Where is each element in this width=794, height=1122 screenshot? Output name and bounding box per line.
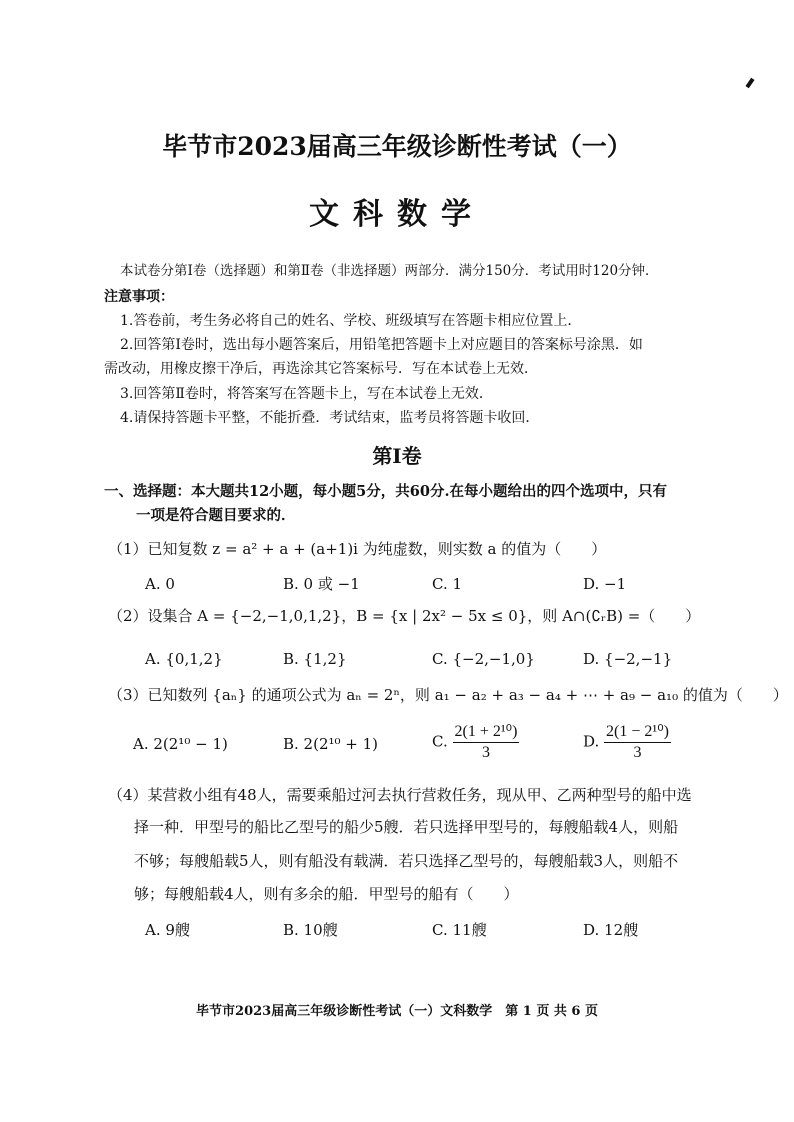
denominator: 3 bbox=[481, 744, 490, 761]
question-1-stem: （1）已知复数 z = a² + a + (a+1)i 为纯虚数，则实数 a 的值为（ ） bbox=[108, 540, 607, 558]
question-2-stem: （2）设集合 A = {−2,−1,0,1,2}，B = {x | 2x² − 5x ≤ 0}，则 A∩(∁ᵣB) =（ ） bbox=[108, 607, 701, 625]
notice-item: 4.请保持答题卡平整，不能折叠．考试结束，监考员将答题卡收回． bbox=[120, 410, 540, 426]
subject-title: 文科数学 bbox=[309, 197, 485, 232]
q1-option-d[interactable]: D. −1 bbox=[583, 575, 627, 593]
fraction bbox=[604, 722, 671, 763]
question-4-stem: （4）某营救小组有48人，需要乘船过河去执行营救任务，现从甲、乙两种型号的船中选 bbox=[108, 786, 692, 804]
section-heading-cont: 一项是符合题目要求的． bbox=[136, 507, 296, 524]
q4-option-a[interactable]: A. 9艘 bbox=[145, 921, 190, 939]
notice-heading: 注意事项： bbox=[104, 289, 174, 305]
page-footer: 毕节市2023届高三年级诊断性考试（一）文科数学 第 1 页 共 6 页 bbox=[196, 1004, 598, 1019]
intro-text: 本试卷分第Ⅰ卷（选择题）和第Ⅱ卷（非选择题）两部分．满分150分．考试用时120分钟． bbox=[120, 263, 659, 279]
volume-heading: 第Ⅰ卷 bbox=[372, 444, 422, 468]
option-label: D. bbox=[583, 732, 600, 751]
notice-item: 3.回答第Ⅱ卷时，将答案写在答题卡上，写在本试卷上无效． bbox=[120, 386, 493, 402]
question-4-stem-cont: 够；每艘船载4人，则有多余的船．甲型号的船有（ ） bbox=[134, 885, 519, 903]
q2-option-b[interactable]: B. {1,2} bbox=[283, 650, 347, 668]
q2-option-a[interactable]: A. {0,1,2} bbox=[145, 650, 223, 668]
q3-option-b[interactable]: B. 2(2¹⁰ + 1) bbox=[283, 735, 379, 753]
q4-option-d[interactable]: D. 12艘 bbox=[583, 921, 639, 939]
q1-option-b[interactable]: B. 0 或 −1 bbox=[283, 575, 360, 593]
notice-item: 2.回答第Ⅰ卷时，选出每小题答案后，用铅笔把答题卡上对应题目的答案标号涂黑．如 bbox=[120, 337, 643, 353]
numerator: 2(1 − 2¹⁰) bbox=[604, 722, 671, 743]
notice-item: 1.答卷前，考生务必将自己的姓名、学校、班级填写在答题卡相应位置上． bbox=[120, 313, 582, 329]
denominator: 3 bbox=[633, 744, 642, 761]
section-heading: 一、选择题：本大题共12小题，每小题5分，共60分.在每小题给出的四个选项中，只有 bbox=[104, 483, 667, 500]
option-label: C. bbox=[432, 732, 448, 751]
q1-option-c[interactable]: C. 1 bbox=[432, 575, 463, 593]
question-4-stem-cont: 不够；每艘船载5人，则有船没有载满．若只选择乙型号的，每艘船载3人，则船不 bbox=[134, 852, 679, 870]
q3-option-d[interactable] bbox=[583, 722, 671, 763]
scan-mark bbox=[745, 78, 754, 88]
q3-option-a[interactable]: A. 2(2¹⁰ − 1) bbox=[133, 735, 228, 753]
fraction bbox=[453, 722, 520, 763]
q1-option-a[interactable]: A. 0 bbox=[145, 575, 175, 593]
exam-title: 毕节市2023届高三年级诊断性考试（一） bbox=[162, 132, 632, 161]
question-3-stem: （3）已知数列 {aₙ} 的通项公式为 aₙ = 2ⁿ，则 a₁ − a₂ + a₃ − a₄ + ⋯ + a₉ − a₁₀ 的值为（ ） bbox=[108, 686, 788, 704]
question-4-stem-cont: 择一种．甲型号的船比乙型号的船少5艘．若只选择甲型号的，每艘船载4人，则船 bbox=[134, 818, 679, 836]
q4-option-b[interactable]: B. 10艘 bbox=[283, 921, 338, 939]
q4-option-c[interactable]: C. 11艘 bbox=[432, 921, 487, 939]
numerator: 2(1 + 2¹⁰) bbox=[453, 722, 520, 743]
q2-option-d[interactable]: D. {−2,−1} bbox=[583, 650, 673, 668]
q2-option-c[interactable]: C. {−2,−1,0} bbox=[432, 650, 535, 668]
q3-option-c[interactable] bbox=[432, 722, 519, 763]
notice-item: 需改动，用橡皮擦干净后，再选涂其它答案标号．写在本试卷上无效． bbox=[104, 361, 538, 377]
